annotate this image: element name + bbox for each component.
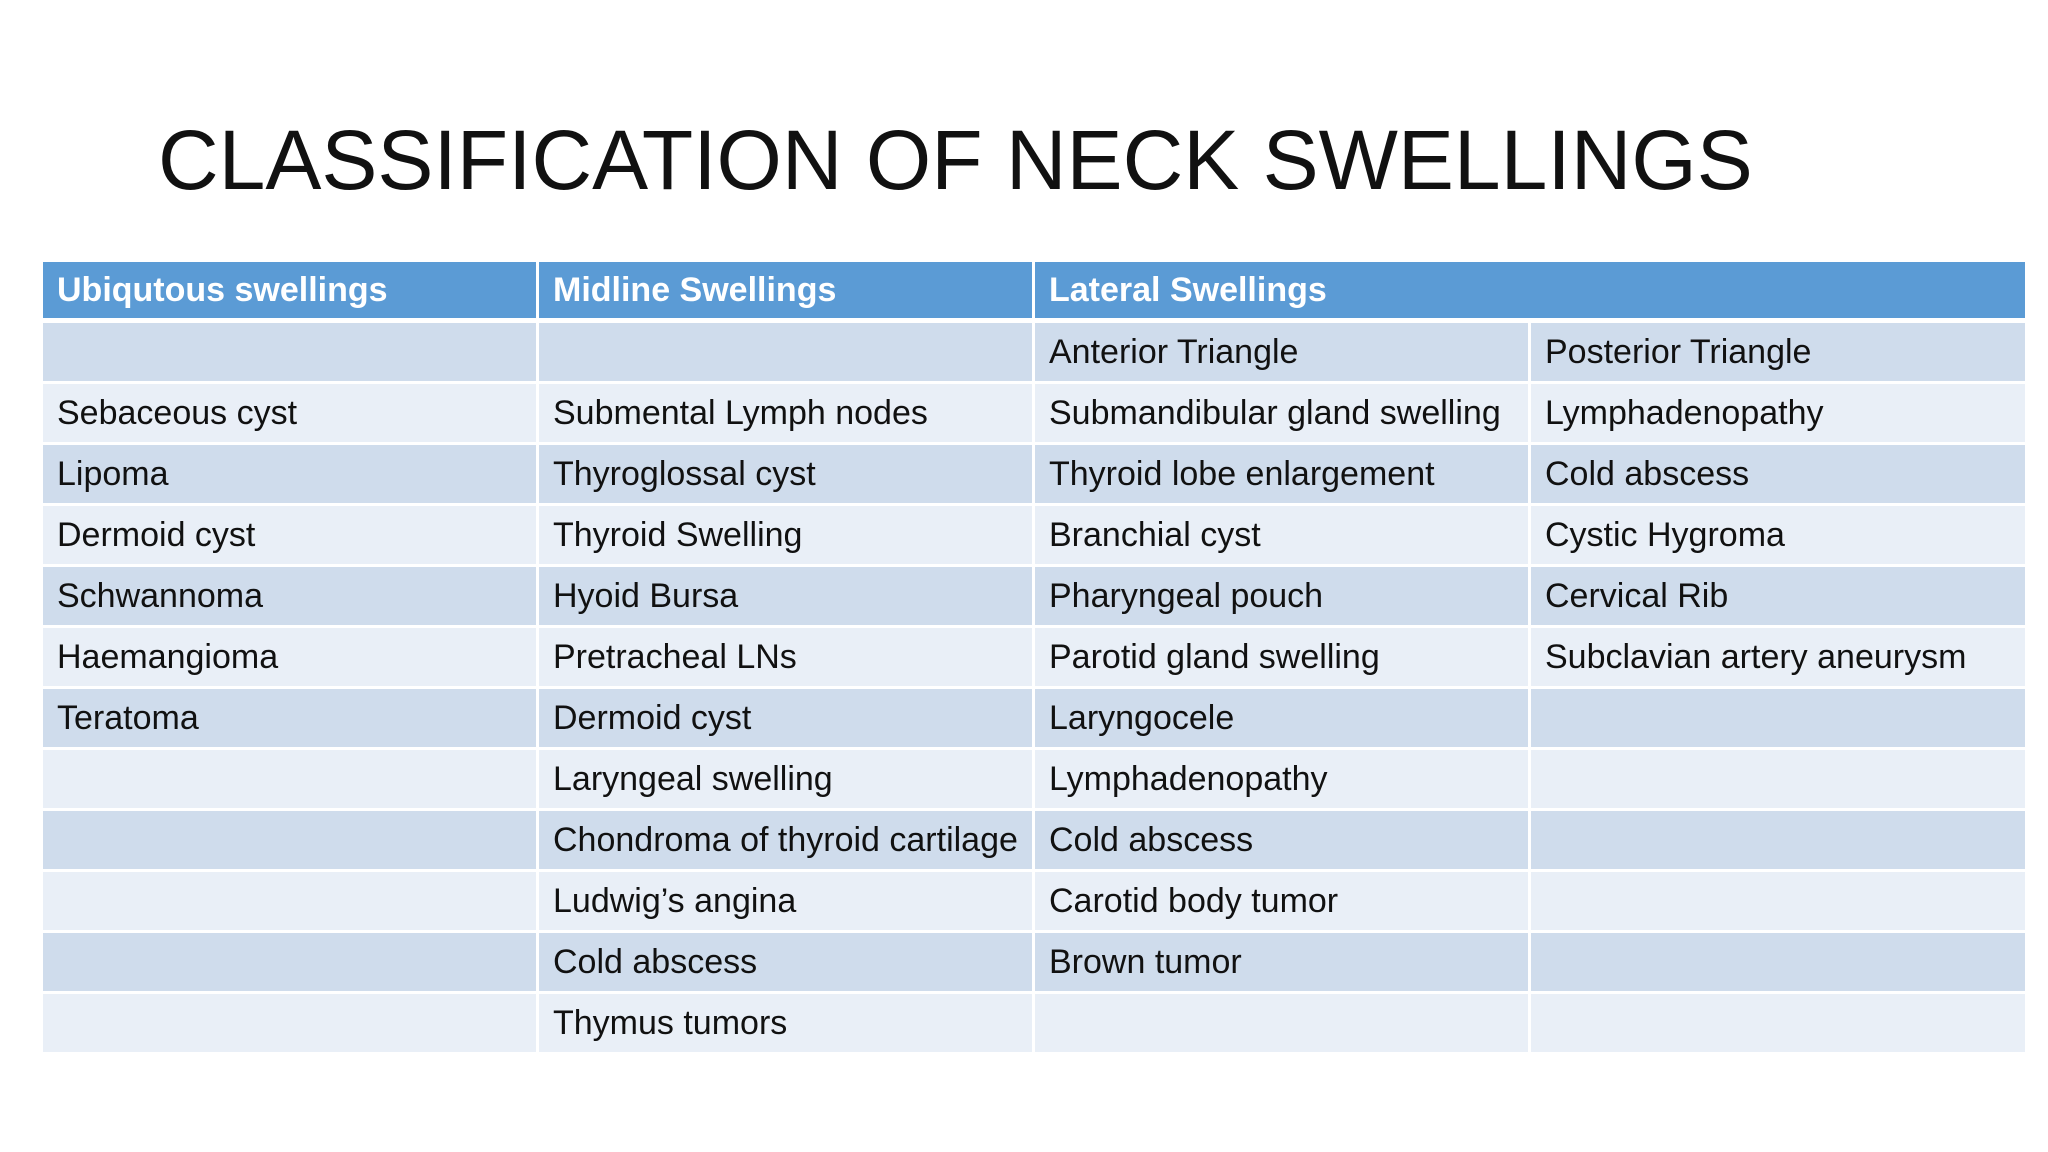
table-cell: Pharyngeal pouch	[1034, 566, 1530, 627]
table-cell: Cervical Rib	[1530, 566, 2027, 627]
slide-title: CLASSIFICATION OF NECK SWELLINGS	[158, 113, 1753, 207]
classification-table-container	[40, 259, 2025, 1055]
table-row	[42, 871, 2027, 932]
table-cell	[42, 749, 538, 810]
table-cell: Cold abscess	[538, 932, 1034, 993]
table-cell: Dermoid cyst	[42, 505, 538, 566]
table-cell	[42, 993, 538, 1054]
table-row	[42, 505, 2027, 566]
header-midline: Midline Swellings	[538, 261, 1034, 321]
table-row	[42, 993, 2027, 1054]
table-cell	[1530, 749, 2027, 810]
table-cell: Parotid gland swelling	[1034, 627, 1530, 688]
subheader-posterior-triangle: Posterior Triangle	[1530, 321, 2027, 383]
table-cell: Lipoma	[42, 444, 538, 505]
table-cell: Chondroma of thyroid cartilage	[538, 810, 1034, 871]
table-cell: Teratoma	[42, 688, 538, 749]
table-header-row	[42, 261, 2027, 321]
table-cell	[42, 321, 538, 383]
table-cell	[1034, 993, 1530, 1054]
table-cell: Thyroid Swelling	[538, 505, 1034, 566]
table-cell	[42, 932, 538, 993]
table-cell: Cold abscess	[1530, 444, 2027, 505]
table-cell: Pretracheal LNs	[538, 627, 1034, 688]
table-row	[42, 810, 2027, 871]
table-cell: Carotid body tumor	[1034, 871, 1530, 932]
table-row	[42, 321, 2027, 383]
table-cell: Branchial cyst	[1034, 505, 1530, 566]
table-cell: Thyroid lobe enlargement	[1034, 444, 1530, 505]
table-cell: Brown tumor	[1034, 932, 1530, 993]
table-cell: Subclavian artery aneurysm	[1530, 627, 2027, 688]
table-cell: Cystic Hygroma	[1530, 505, 2027, 566]
table-cell	[1530, 993, 2027, 1054]
header-lateral: Lateral Swellings	[1034, 261, 2027, 321]
table-cell	[538, 321, 1034, 383]
table-row	[42, 932, 2027, 993]
table-cell: Schwannoma	[42, 566, 538, 627]
table-row	[42, 688, 2027, 749]
table-cell	[1530, 810, 2027, 871]
table-cell: Haemangioma	[42, 627, 538, 688]
table-row	[42, 749, 2027, 810]
table-cell: Thyroglossal cyst	[538, 444, 1034, 505]
table-cell	[1530, 688, 2027, 749]
table-cell	[1530, 871, 2027, 932]
table-cell: Sebaceous cyst	[42, 383, 538, 444]
subheader-anterior-triangle: Anterior Triangle	[1034, 321, 1530, 383]
table-cell: Laryngeal swelling	[538, 749, 1034, 810]
header-ubiquitous: Ubiqutous swellings	[42, 261, 538, 321]
table-cell: Hyoid Bursa	[538, 566, 1034, 627]
table-cell: Lymphadenopathy	[1034, 749, 1530, 810]
table-cell: Submental Lymph nodes	[538, 383, 1034, 444]
table-cell: Lymphadenopathy	[1530, 383, 2027, 444]
table-cell	[1530, 932, 2027, 993]
table-cell: Cold abscess	[1034, 810, 1530, 871]
table-cell	[42, 871, 538, 932]
table-row	[42, 566, 2027, 627]
classification-table	[40, 259, 2028, 1055]
table-row	[42, 383, 2027, 444]
table-cell: Thymus tumors	[538, 993, 1034, 1054]
table-cell: Submandibular gland swelling	[1034, 383, 1530, 444]
table-cell: Dermoid cyst	[538, 688, 1034, 749]
table-cell: Ludwig’s angina	[538, 871, 1034, 932]
table-row	[42, 444, 2027, 505]
table-row	[42, 627, 2027, 688]
table-cell	[42, 810, 538, 871]
table-cell: Laryngocele	[1034, 688, 1530, 749]
